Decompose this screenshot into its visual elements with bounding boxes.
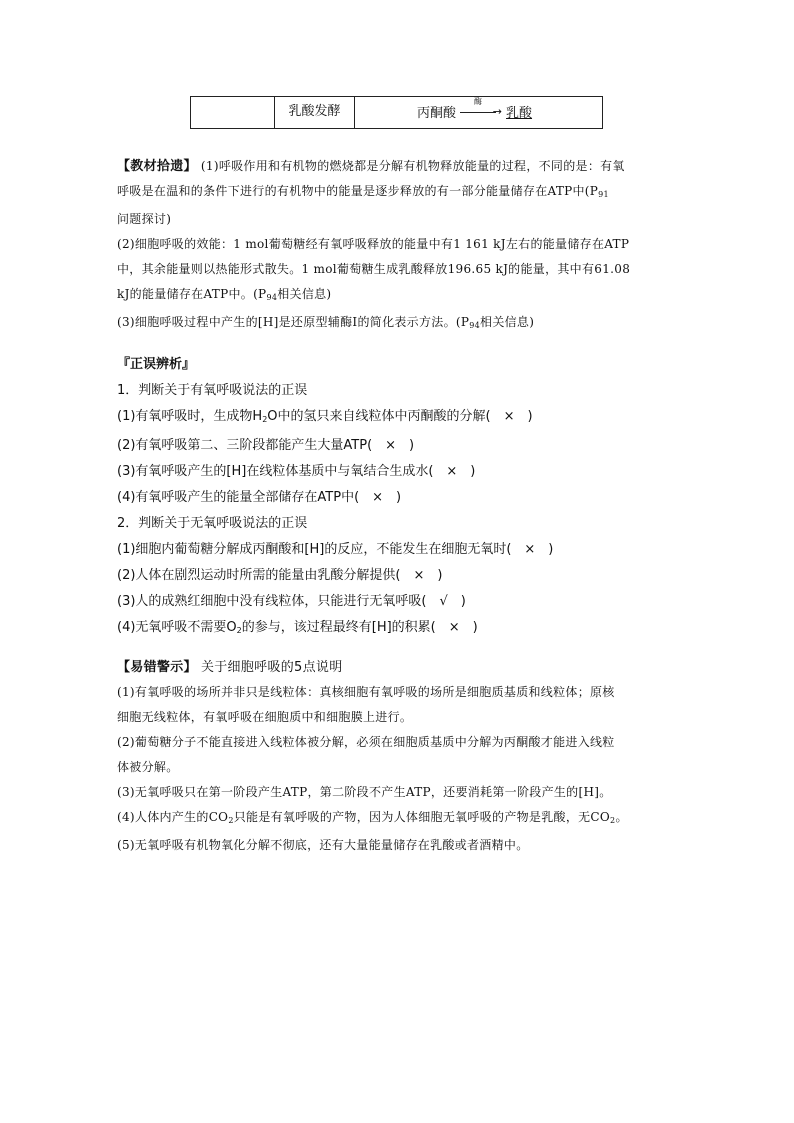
note-1-line-a: (1)呼吸作用和有机物的燃烧都是分解有机物释放能量的过程，不同的是：有氧 <box>196 159 625 173</box>
table-cell-equation <box>355 97 602 128</box>
warning-3: (3)无氧呼吸只在第一阶段产生ATP，第二阶段不产生ATP，还要消耗第一阶段产生的[H]。 <box>117 785 612 799</box>
note-3: (3)细胞呼吸过程中产生的[H]是还原型辅酶Ⅰ的简化表示方法。(P <box>117 315 470 329</box>
warning-2-b: 体被分解。 <box>117 760 179 774</box>
fermentation-table <box>190 96 603 129</box>
note-3-tail: 相关信息) <box>480 315 535 329</box>
warning-5: (5)无氧呼吸有机物氧化分解不彻底，还有大量能量储存在乳酸或者酒精中。 <box>117 838 529 852</box>
question-2-item: (3)人的成熟红细胞中没有线粒体，只能进行无氧呼吸( √ ) <box>117 594 466 609</box>
note-2-line-a: (2)细胞呼吸的效能：1 mol葡萄糖经有氧呼吸释放的能量中有1 161 kJ左右的能量储存在ATP <box>117 237 630 251</box>
warning-title: 关于细胞呼吸的5点说明 <box>200 660 343 675</box>
textbook-label: 【教材拾遗】 <box>117 159 197 174</box>
section-heading: 『正误辨析』 <box>117 357 196 372</box>
textbook-notes <box>117 154 687 338</box>
arrow-line <box>460 112 496 113</box>
warning-4: (4)人体内产生的$CO_2$只能是有氧呼吸的产物，因为人体细胞无氧呼吸的产物是乳酸，无$CO_2$。 <box>117 810 628 825</box>
lactic-fermentation-label: 乳酸发酵 <box>288 104 341 119</box>
arrow-head-icon: → <box>492 104 503 118</box>
note-2-line-c-tail: 相关信息) <box>277 287 332 301</box>
warning-1-b: 细胞无线粒体，有氧呼吸在细胞质中和细胞膜上进行。 <box>117 710 413 724</box>
note-1-line-b: 呼吸是在温和的条件下进行的有机物中的能量是逐步释放的有一部分能量储存在ATP中(P <box>117 184 599 198</box>
note-2-line-b: 中，其余能量则以热能形式散失。1 mol葡萄糖生成乳酸释放196.65 kJ的能量，其中有61.08 <box>117 262 631 276</box>
warning-2-a: (2)葡萄糖分子不能直接进入线粒体被分解，必须在细胞质基质中分解为丙酮酸才能进入线粒 <box>117 735 615 749</box>
question-2-item: (4)无氧呼吸不需要$O_2$的参与，该过程最终有[H]的积累( × ) <box>117 620 478 635</box>
reactant: 丙酮酸 <box>417 106 457 121</box>
enzyme-label: 酶 <box>474 96 483 106</box>
question-1-item: (1)有氧呼吸时，生成物$H_2O$中的氢只来自线粒体中丙酮酸的分解( × ) <box>117 409 533 424</box>
table-cell-type <box>275 97 355 128</box>
table-cell-empty <box>191 97 275 128</box>
analysis-section <box>117 352 687 644</box>
warning-section <box>117 655 687 858</box>
question-1-title: 1．判断关于有氧呼吸说法的正误 <box>117 383 308 398</box>
page-ref: 91 <box>598 190 609 199</box>
warning-label: 【易错警示】 <box>117 660 197 675</box>
note-1-line-c: 问题探讨) <box>117 212 172 226</box>
product: 乳酸 <box>506 106 533 121</box>
question-2-item: (1)细胞内葡萄糖分解成丙酮酸和[H]的反应，不能发生在细胞无氧时( × ) <box>117 542 554 557</box>
warning-1-a: (1)有氧呼吸的场所并非只是线粒体：真核细胞有氧呼吸的场所是细胞质基质和线粒体；原核 <box>117 685 615 699</box>
question-2-title: 2．判断关于无氧呼吸说法的正误 <box>117 516 308 531</box>
question-1-item: (3)有氧呼吸产生的[H]在线粒体基质中与氧结合生成水( × ) <box>117 464 476 479</box>
note-2-line-c: kJ的能量储存在ATP中。(P <box>117 287 267 301</box>
question-1-item: (4)有氧呼吸产生的能量全部储存在ATP中( × ) <box>117 490 402 505</box>
reaction-arrow <box>460 96 503 119</box>
page-ref: 94 <box>266 293 278 302</box>
question-2-item: (2)人体在剧烈运动时所需的能量由乳酸分解提供( × ) <box>117 568 443 583</box>
question-1-item: (2)有氧呼吸第二、三阶段都能产生大量ATP( × ) <box>117 438 415 453</box>
reaction-equation <box>417 96 533 121</box>
page-ref: 94 <box>469 321 481 330</box>
